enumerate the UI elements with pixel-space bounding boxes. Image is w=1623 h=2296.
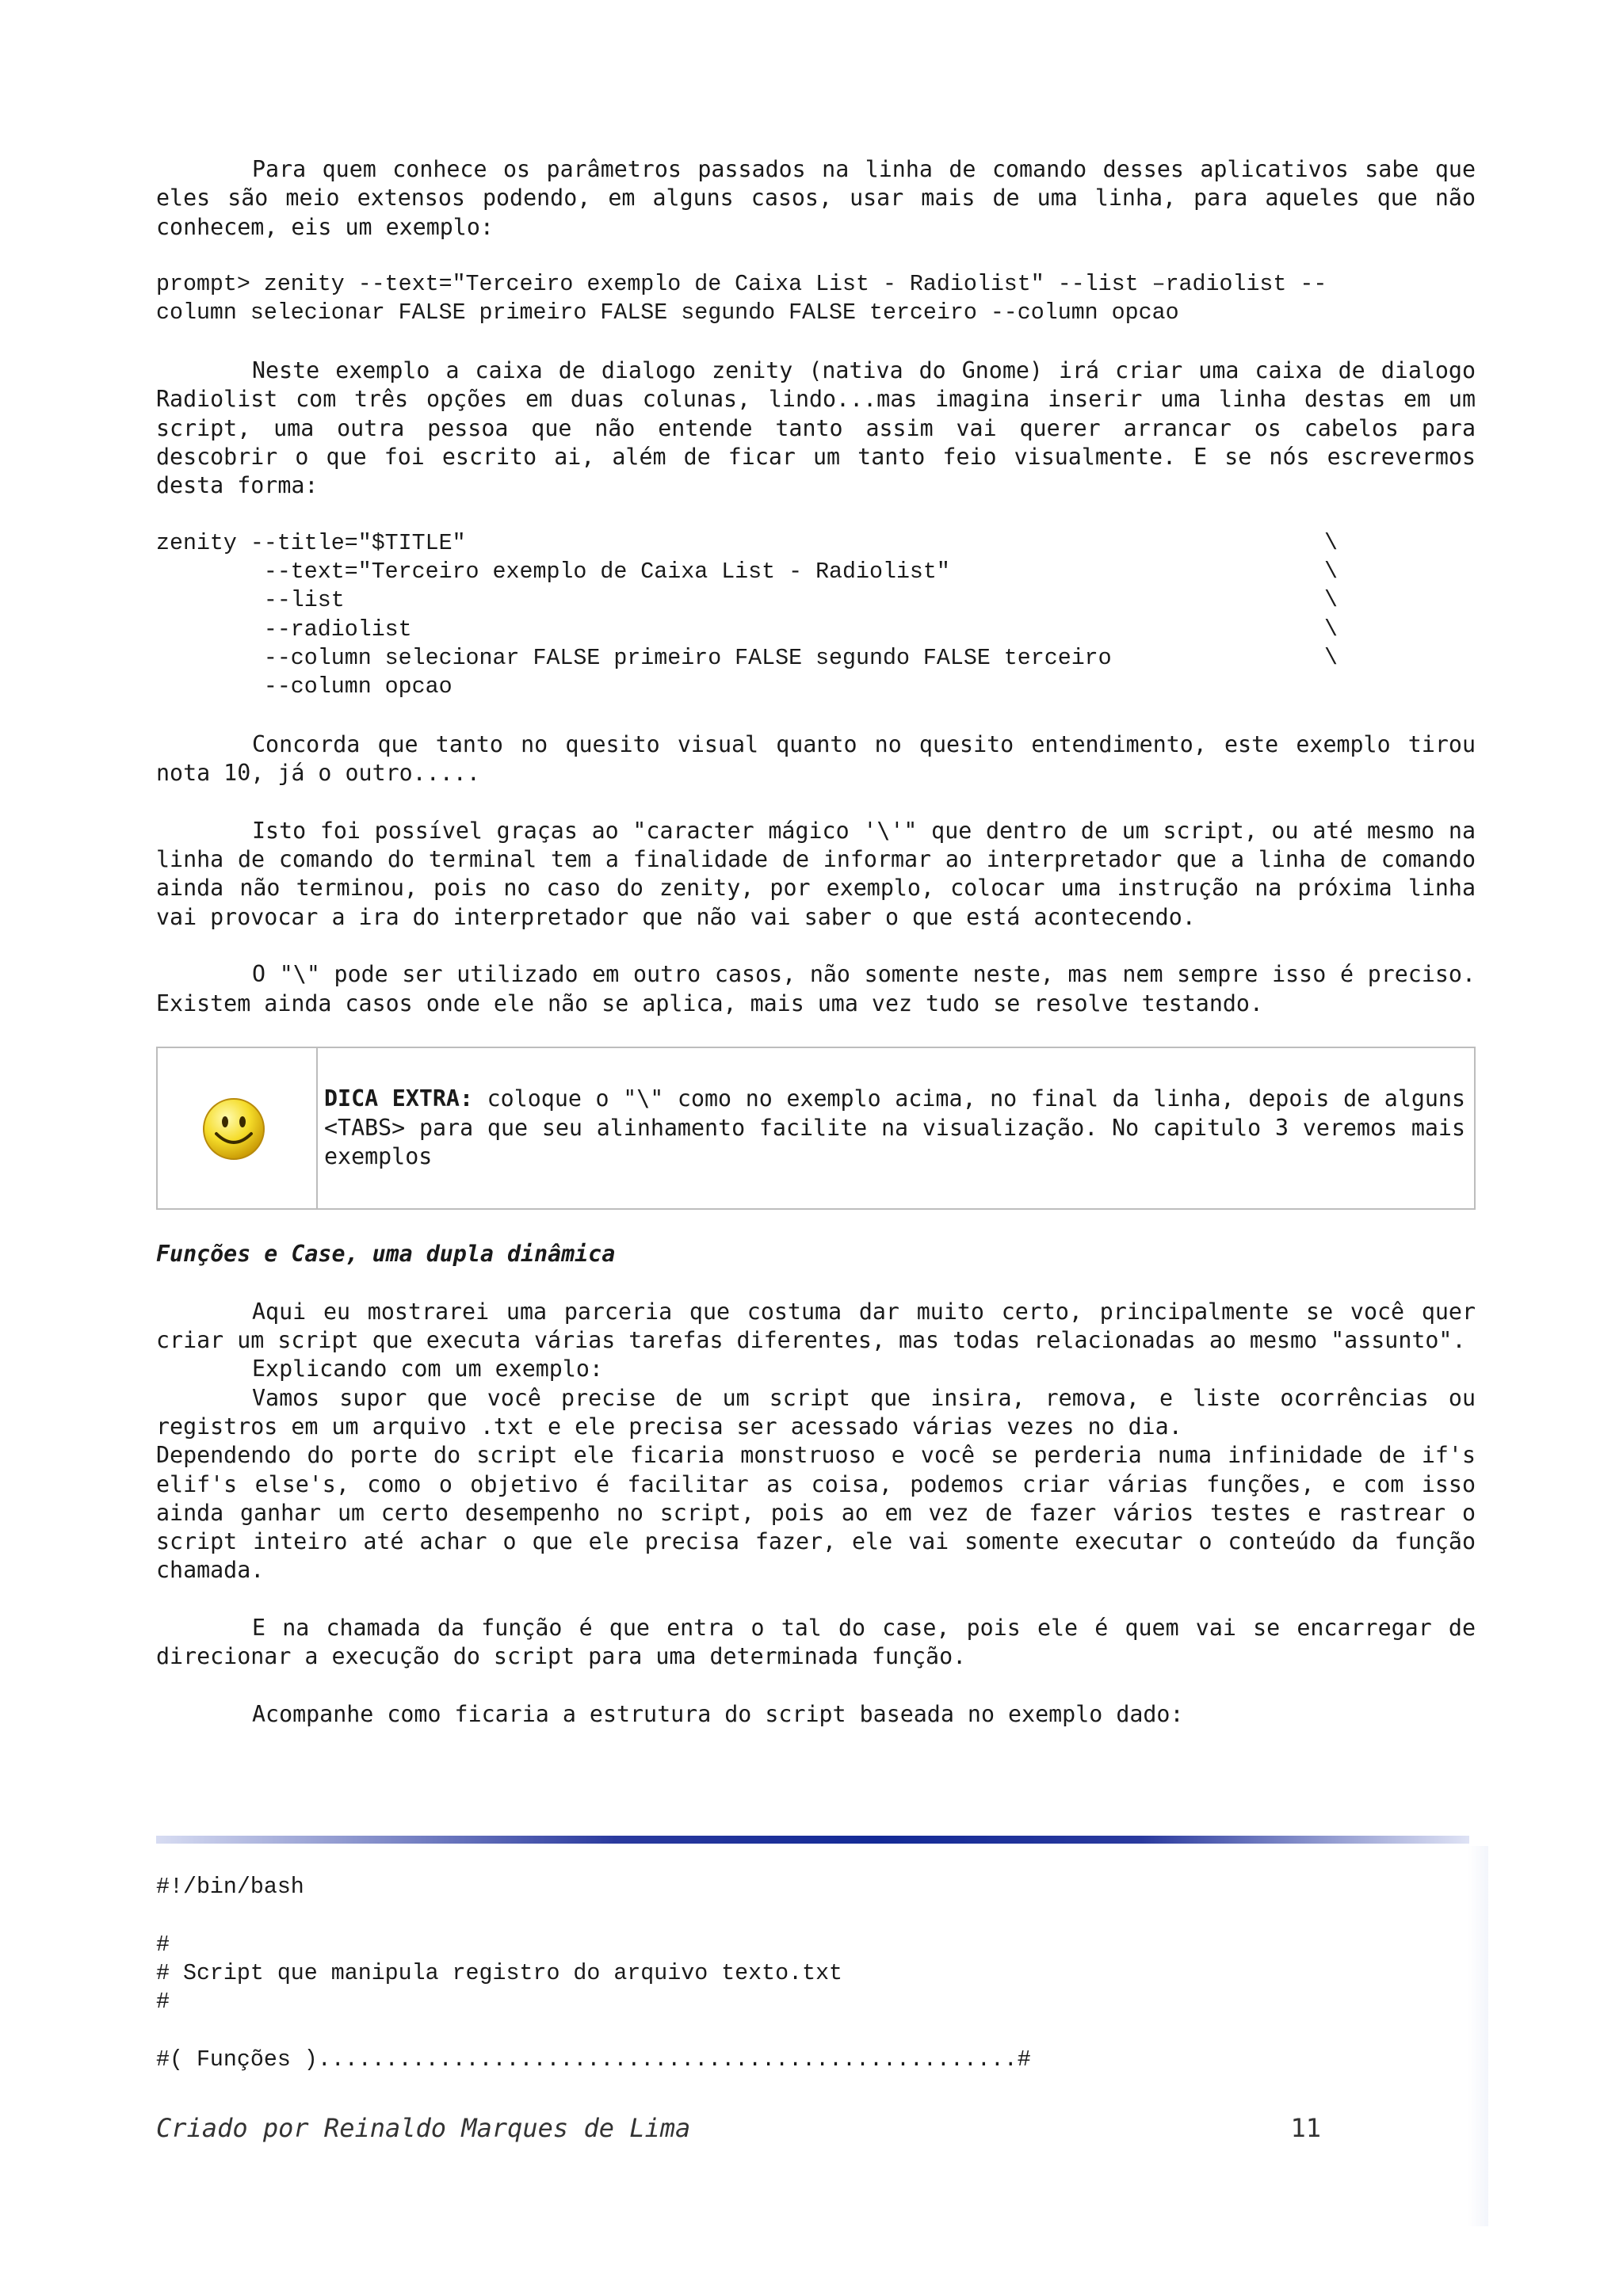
smiley-icon — [200, 1096, 267, 1162]
paragraph-intro: Para quem conhece os parâmetros passados na linha de comando desses aplicativos sabe que eles são meio extensos podendo, em alguns casos, usar mais de uma linha, para aqueles que não conhecem, eis um exemplo: — [156, 156, 1476, 240]
command-line-2: column selecionar FALSE primeiro FALSE segundo FALSE terceiro --column opcao — [156, 300, 1179, 326]
zenity-code-text: --column selecionar FALSE primeiro FALSE segundo FALSE terceiro — [156, 646, 1112, 672]
section-paragraph-2: Explicando com um exemplo: — [252, 1356, 603, 1383]
paragraph-other-cases: O "\" pode ser utilizado em outro casos, não somente neste, mas nem sempre isso é preciso. Existem ainda casos onde ele não se aplica, mais uma vez tudo se resolve testando. — [156, 961, 1476, 1016]
section-paragraph-3: Vamos supor que você precise de um script que insira, remova, e liste ocorrências ou registros em um arquivo .txt e ele precisa ser acessado várias vezes no dia. — [156, 1384, 1476, 1440]
zenity-code-line — [156, 616, 1476, 644]
line-continuation: \ — [1324, 559, 1338, 585]
command-example — [156, 270, 1476, 328]
zenity-code-line — [156, 586, 1476, 615]
zenity-code-line — [156, 558, 1476, 586]
zenity-code-text: --text="Terceiro exemplo de Caixa List - Radiolist" — [156, 559, 950, 585]
line-continuation: \ — [1324, 530, 1338, 556]
code-line-shebang: #!/bin/bash — [156, 1875, 304, 1900]
line-continuation: \ — [1324, 588, 1338, 614]
gradient-rule — [156, 1836, 1469, 1844]
page-number: 11 — [1290, 2113, 1321, 2143]
section-paragraph-5: E na chamada da função é que entra o tal do case, pois ele é quem vai se encarregar de direcionar a execução do script para uma determinada função. — [156, 1615, 1476, 1670]
zenity-code-text: --list — [156, 588, 345, 614]
zenity-code-line — [156, 644, 1476, 673]
line-continuation: \ — [1324, 646, 1338, 672]
tip-box — [156, 1047, 1476, 1210]
code-line-comment-1: # — [156, 1932, 170, 1958]
paragraph-explanation: Neste exemplo a caixa de dialogo zenity (nativa do Gnome) irá criar uma caixa de dialogo Radiolist com três opções em duas colunas, lindo...mas imagina inserir uma linha destas em um script, uma outra pessoa que não entende tanto assim vai querer arrancar os cabelos para descobrir o que foi escrito ai, além de ficar um tanto feio visualmente. E se nós escrevermos desta forma: — [156, 357, 1476, 499]
command-line-1: prompt> zenity --text="Terceiro exemplo de Caixa List - Radiolist" --list –radiolist -- — [156, 272, 1327, 298]
page-content — [156, 155, 1476, 1758]
paragraph-magic-char: Isto foi possível graças ao "caracter mágico '\'" que dentro de um script, ou até mesmo na linha de comando do terminal tem a finalidade de informar ao interpretador que a linha de comando ainda não terminou, pois no caso do zenity, por exemplo, colocar uma instrução na próxima linha vai provocar a ira do interpretador que não vai saber o que está acontecendo. — [156, 817, 1476, 930]
script-code-block — [156, 1873, 1456, 2074]
tip-body: coloque o "\" como no exemplo acima, no final da linha, depois de alguns <TABS> para que seu alinhamento facilite na visualização. No capitulo 3 veremos mais exemplos — [324, 1085, 1465, 1169]
code-line-comment-3: # — [156, 1989, 170, 2016]
tip-text — [324, 1085, 1465, 1171]
zenity-code-text: --column opcao — [156, 674, 453, 700]
paragraph-visual: Concorda que tanto no quesito visual quanto no quesito entendimento, este exemplo tirou nota 10, já o outro..... — [156, 730, 1476, 787]
zenity-code-text: zenity --title="$TITLE" — [156, 530, 466, 556]
footer-author: Criado por Reinaldo Marques de Lima — [156, 2113, 691, 2143]
page-footer — [156, 2112, 1321, 2144]
code-line-comment-2: # Script que manipula registro do arquivo texto.txt — [156, 1960, 843, 1986]
zenity-code-line — [156, 529, 1476, 558]
section-paragraph-6: Acompanhe como ficaria a estrutura do script baseada no exemplo dado: — [252, 1700, 1184, 1727]
zenity-code-block — [156, 529, 1476, 702]
zenity-code-line — [156, 673, 1476, 701]
zenity-code-text: --radiolist — [156, 616, 412, 643]
tip-label: DICA EXTRA: — [324, 1085, 473, 1112]
section-title: Funções e Case, uma dupla dinâmica — [156, 1241, 616, 1268]
tip-divider — [316, 1048, 318, 1208]
code-shade — [1468, 1846, 1488, 2226]
line-continuation: \ — [1324, 616, 1338, 643]
section-paragraph-4: Dependendo do porte do script ele ficaria monstruoso e você se perderia numa infinidade de if's elif's else's, como o objetivo é facilitar as coisa, podemos criar várias funções, e com isso ainda ganhar um certo desempenho no script, pois ao em vez de fazer vários testes e rastrear o script inteiro até achar o que ele precisa fazer, ele vai somente executar o conteúdo da função chamada. — [156, 1442, 1476, 1584]
section-paragraph-1: Aqui eu mostrarei uma parceria que costuma dar muito certo, principalmente se você quer criar um script que executa várias tarefas diferentes, mas todas relacionadas ao mesmo "assunto". — [156, 1298, 1476, 1354]
code-line-functions: #( Funções )....................................................# — [156, 2046, 1031, 2073]
